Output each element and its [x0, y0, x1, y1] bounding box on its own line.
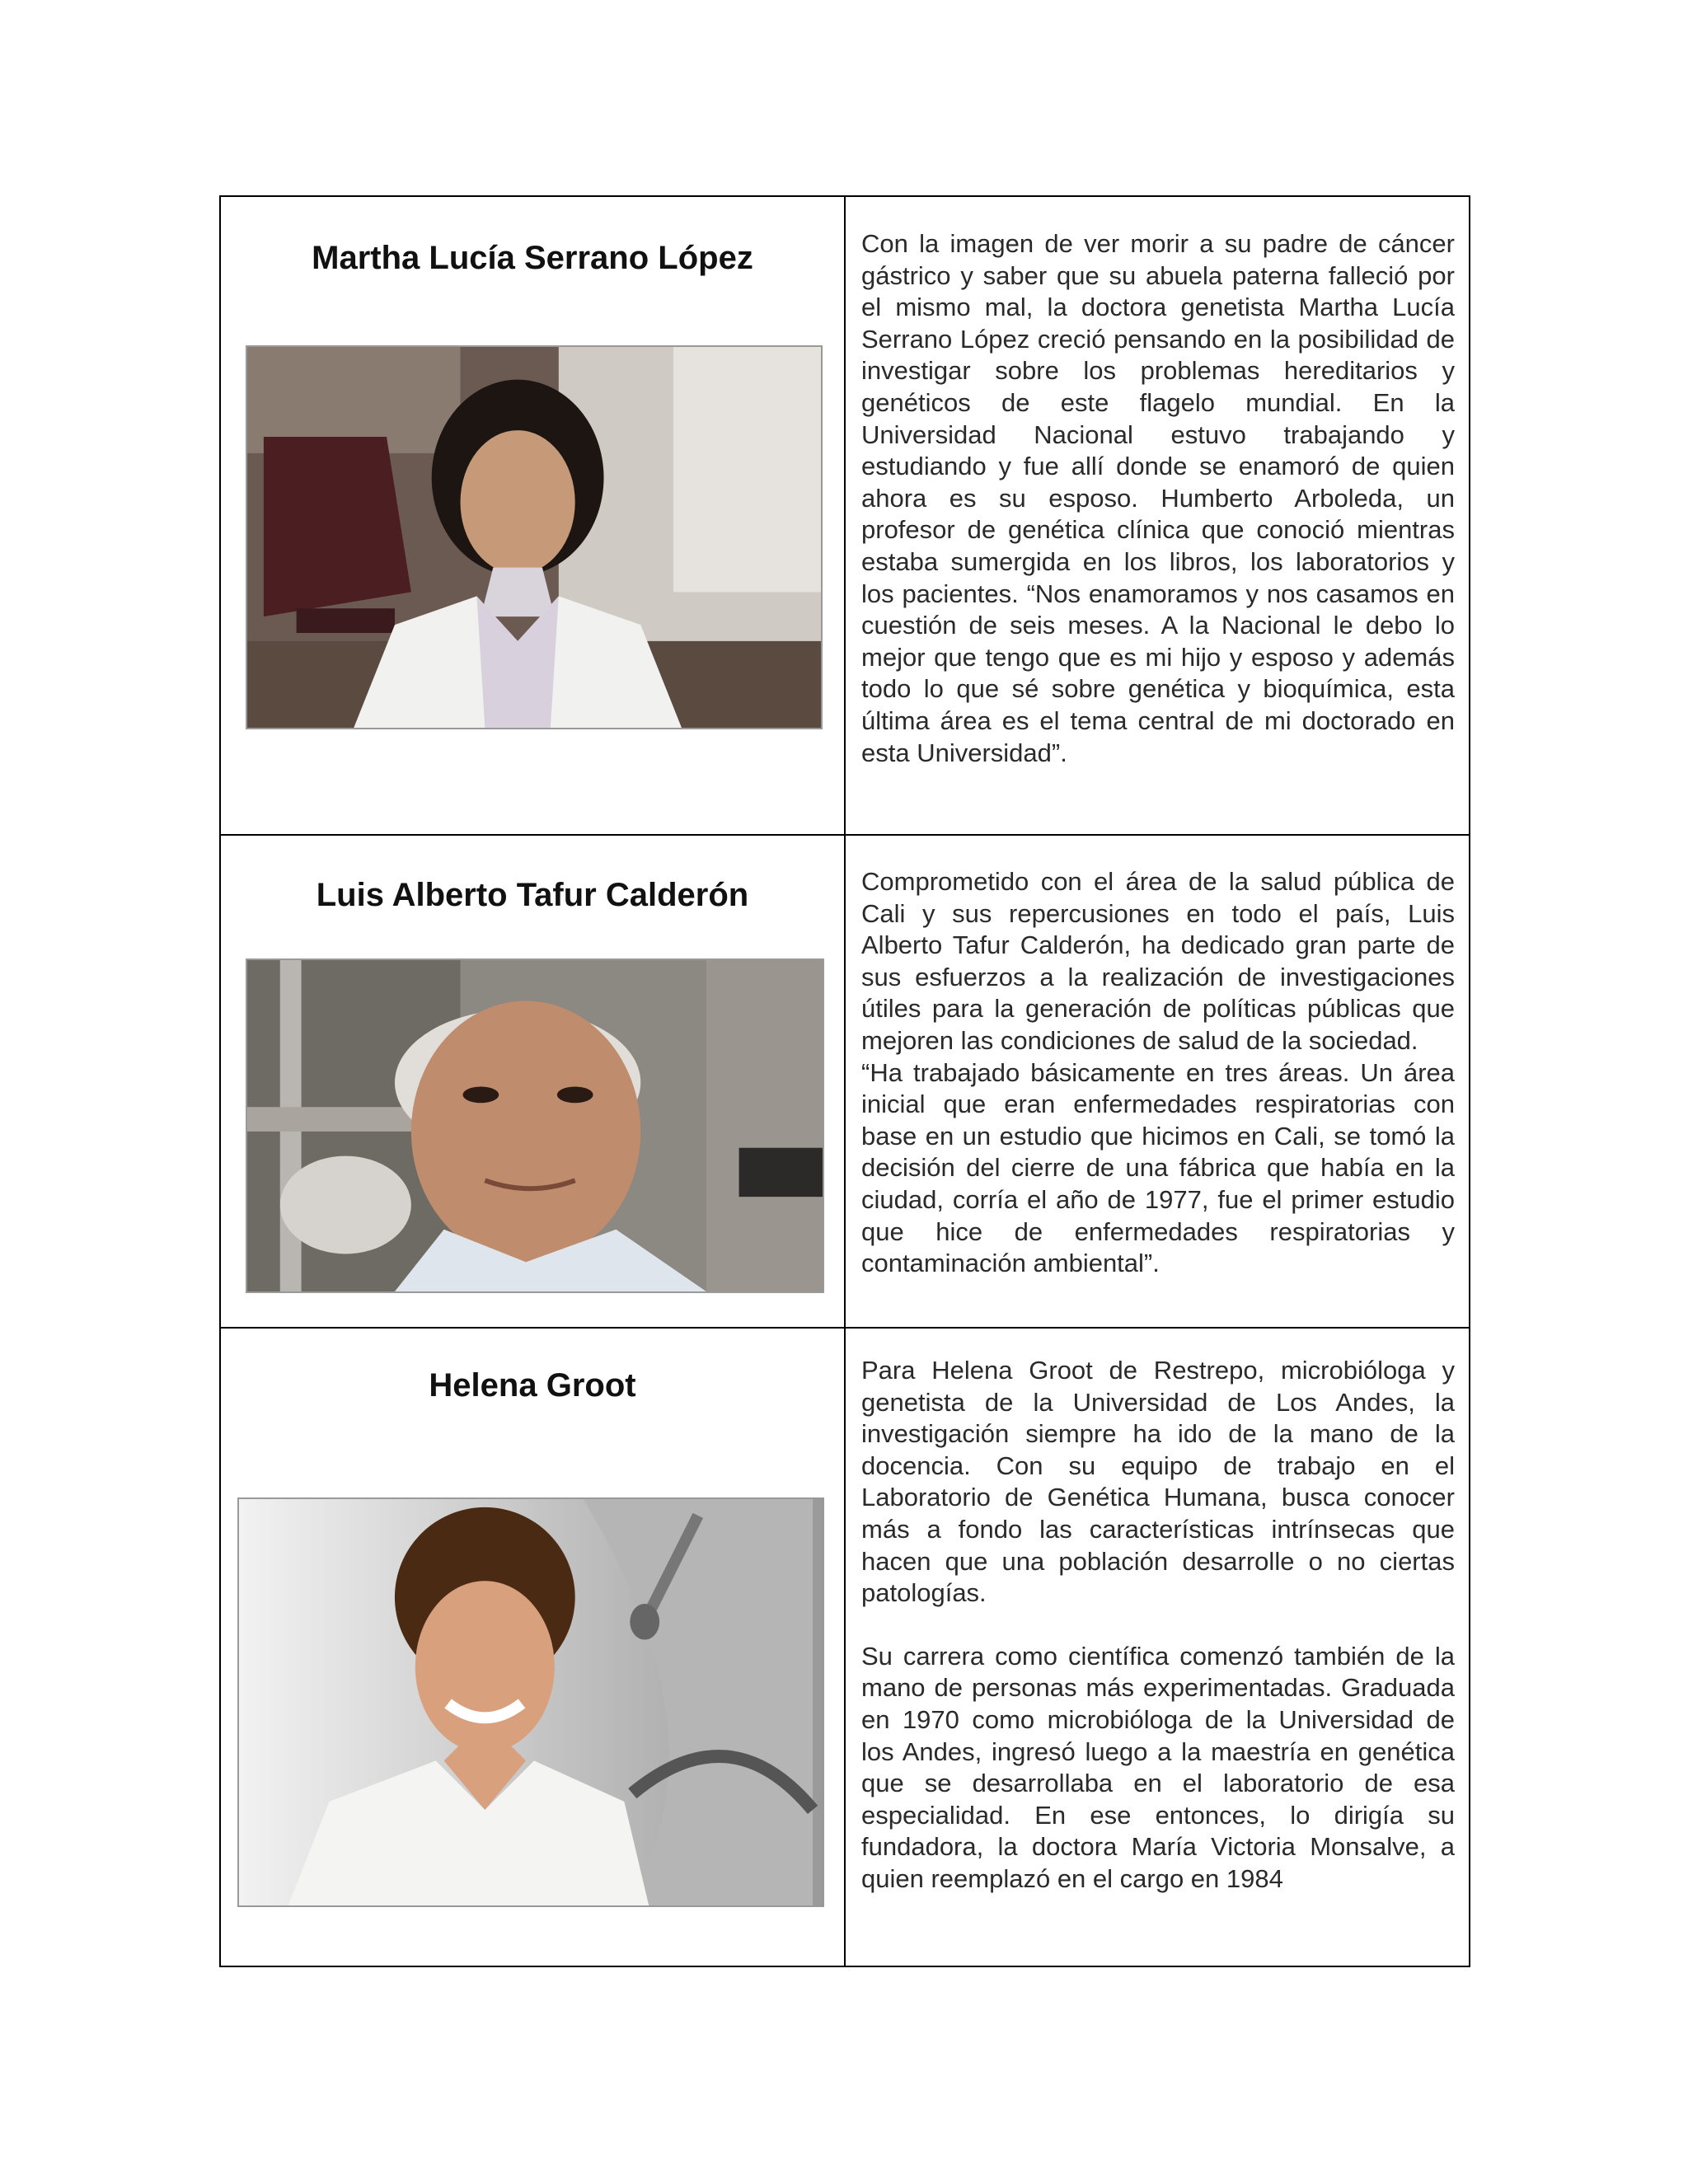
bio-paragraph: Su carrera como científica comenzó también de la mano de personas más experimentadas. Graduada en 1970 como microbióloga de la Universidad de los Andes, ingresó luego a la maestría en genética que se desarrollaba en el laboratorio de esa especialidad. En ese entonces, lo dirigía su fundadora, la doctora María Victoria Monsalve, a quien reemplazó en el cargo en 1984 [861, 1641, 1455, 1893]
profile-bio-3 [861, 1355, 1455, 1896]
portrait-man-lab-icon [247, 960, 823, 1291]
portrait-woman-pipette-icon [239, 1499, 823, 1905]
bio-paragraph: Para Helena Groot de Restrepo, microbióloga y genetista de la Universidad de Los Andes, la investigación siempre ha ido de la mano de la docencia. Con su equipo de trabajo en el Laboratorio de Genética Humana, busca conocer más a fondo las características intrínsecas que hacen que una población desarrolle o no ciertas patologías. [861, 1356, 1455, 1608]
bio-paragraph: Con la imagen de ver morir a su padre de cáncer gástrico y saber que su abuela paterna falleció por el mismo mal, la doctora genetista Martha Lucía Serrano López creció pensando en la posibilidad de investigar sobre los problemas hereditarios y genéticos de este flagelo mundial. En la Universidad Nacional estuvo trabajando y estudiando y fue allí donde se enamoró de quien ahora es su esposo. Humberto Arboleda, un profesor de genética clínica que conoció mientras estaba sumergida en los libros, los laboratorios y los pacientes. “Nos enamoramos y nos casamos en cuestión de seis meses. A la Nacional le debo lo mejor que tengo que es mi hijo y esposo y además todo lo que sé sobre genética y bioquímica, esta última área es el tema central de mi doctorado en esta Universidad”. [861, 229, 1455, 767]
profiles-table [219, 195, 1470, 1967]
portrait-woman-lab-icon [247, 347, 821, 728]
profile-name-3: Helena Groot [429, 1367, 636, 1404]
row-divider-1 [221, 834, 1469, 836]
profile-bio-1 [861, 228, 1455, 769]
profile-photo-2 [246, 958, 824, 1293]
profile-photo-3 [237, 1497, 824, 1907]
column-divider [844, 197, 846, 1966]
profile-name-2: Luis Alberto Tafur Calderón [316, 877, 749, 913]
row-divider-2 [221, 1327, 1469, 1329]
profile-bio-2 [861, 866, 1455, 1280]
profile-name-1: Martha Lucía Serrano López [312, 240, 753, 276]
profile-photo-1 [246, 345, 823, 729]
bio-paragraph: Comprometido con el área de la salud pública de Cali y sus repercusiones en todo el país, Luis Alberto Tafur Calderón, ha dedicado gran parte de sus esfuerzos a la realización de investigaciones útiles para la generación de políticas públicas que mejoren las condiciones de salud de la sociedad. “Ha trabajado básicamente en tres áreas. Un área inicial que eran enfermedades respiratorias con base en un estudio que hicimos en Cali, se tomó la decisión del cierre de una fábrica que había en la ciudad, corría el año de 1977, fue el primer estudio que hice de enfermedades respiratorias y contaminación ambiental”. [861, 867, 1455, 1278]
